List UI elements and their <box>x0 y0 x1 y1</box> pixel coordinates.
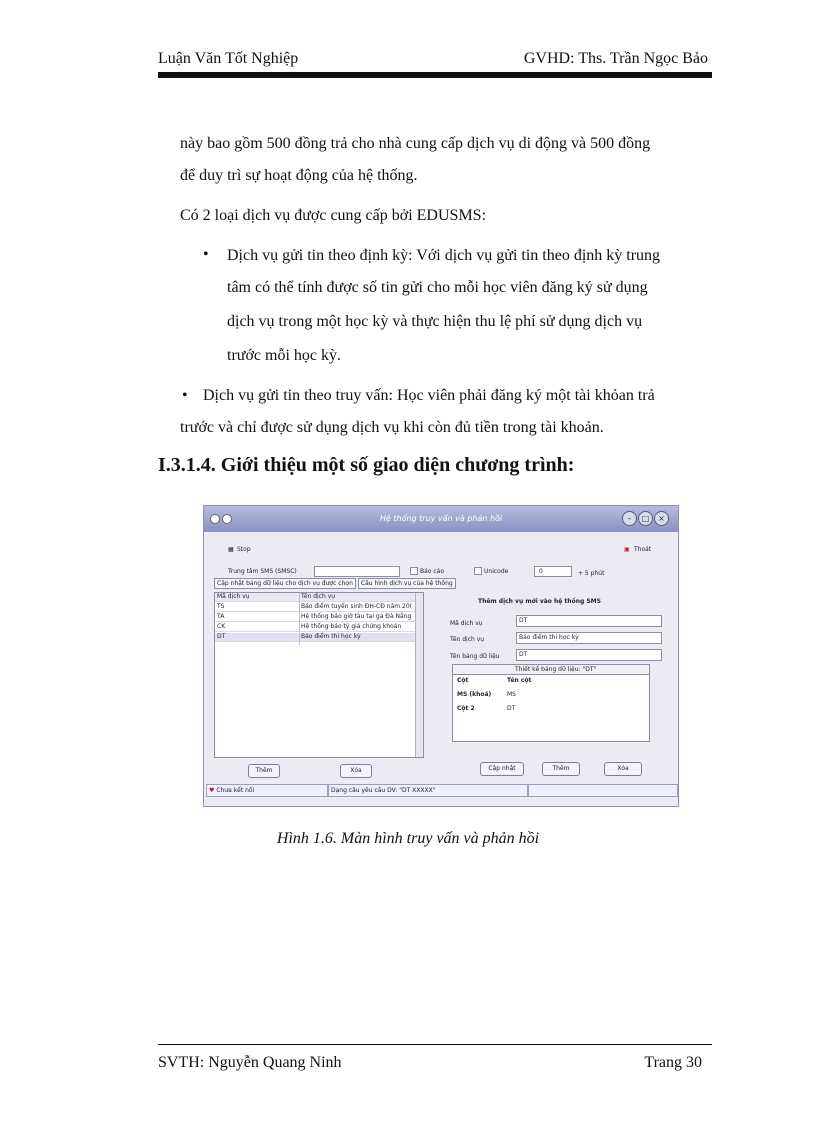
table-input <box>516 649 662 661</box>
stop-button-label: Stop <box>237 546 251 553</box>
grid-row <box>215 613 415 622</box>
bullet-1-line-2: tâm có thể tính được số tin gửi cho mỗi học viên đăng ký sử dụng <box>227 279 648 296</box>
smsc-label: Trung tâm SMS (SMSC) <box>228 568 297 575</box>
header-advisor: GVHD: Ths. Trần Ngọc Bảo <box>523 50 708 67</box>
bullet-1-line-4: trước mỗi học kỳ. <box>227 347 341 364</box>
add-button-left: Thêm <box>248 764 280 778</box>
col-cell: MS (khoá) <box>457 691 492 698</box>
name-value: Báo điểm thi học kỳ <box>519 634 579 641</box>
col-cell: Cột 2 <box>457 705 475 712</box>
footer-page-number: Trang 30 <box>644 1054 702 1071</box>
report-label: Báo cáo <box>420 568 445 575</box>
grid-cell-code: CK <box>217 623 226 630</box>
bullet-2-line-2: trước và chỉ được sử dụng dịch vụ khi còn đủ tiền trong tài khoản. <box>180 419 604 436</box>
col-header-col: Cột <box>457 677 469 684</box>
exit-icon: ▣ <box>624 546 630 553</box>
code-value: DT <box>519 617 528 624</box>
grid-row-selected <box>215 633 415 642</box>
grid-header-name: Tên dịch vụ <box>301 593 336 600</box>
grid-cell-code: TA <box>217 613 225 620</box>
code-input <box>516 615 662 627</box>
interval-spinner <box>534 566 572 577</box>
update-button: Cập nhật <box>480 762 524 776</box>
close-icon: × <box>654 511 669 526</box>
status-connection-text: Chưa kết nối <box>216 787 255 794</box>
smsc-input <box>314 566 400 577</box>
status-empty <box>528 784 678 797</box>
grid-cell-name: Báo điểm tuyển sinh ĐH-CĐ năm 20( <box>301 603 412 610</box>
window-title: Hệ thống truy vấn và phản hồi <box>379 514 503 523</box>
col-header-name: Tên cột <box>507 677 532 684</box>
grid-cell-code: DT <box>217 633 226 640</box>
grid-row <box>215 603 415 612</box>
name-input <box>516 632 662 644</box>
footer-student: SVTH: Nguyễn Quang Ninh <box>158 1054 342 1071</box>
paragraph-2: Có 2 loại dịch vụ được cung cấp bởi EDUSMS: <box>180 207 487 224</box>
section-heading: I.3.1.4. Giới thiệu một số giao diện chương trình: <box>158 454 575 476</box>
app-screenshot <box>203 505 679 807</box>
page-header <box>158 44 712 78</box>
report-checkbox <box>410 567 418 575</box>
grid-cell-name: Báo điểm thi học kỳ <box>301 633 361 640</box>
paragraph-1-line-1: này bao gồm 500 đồng trả cho nhà cung cấp dịch vụ di động và 500 đồng <box>180 135 651 152</box>
delete-button-left: Xóa <box>340 764 372 778</box>
spinner-value: 0 <box>539 568 543 575</box>
header-title: Luận Văn Tốt Nghiệp <box>158 50 299 67</box>
delete-button-right: Xóa <box>604 762 642 776</box>
grid-header-code: Mã dịch vụ <box>217 593 250 600</box>
tab-update-data: Cập nhật bảng dữ liệu cho dịch vụ được chọn <box>214 578 356 589</box>
panel-title: Thêm dịch vụ mới vào hệ thống SMS <box>478 598 601 605</box>
minimize-icon: – <box>622 511 637 526</box>
name-label: Tên dịch vụ <box>450 636 485 643</box>
bullet-2-line-1: Dịch vụ gửi tin theo truy vấn: Học viên phải đăng ký một tài khỏan trả <box>203 387 655 404</box>
maximize-icon: □ <box>638 511 653 526</box>
tab-strip <box>214 578 458 588</box>
code-label: Mã dịch vụ <box>450 620 483 627</box>
bullet-1-line-3: dịch vụ trong một học kỳ và thực hiện thu lệ phí sử dụng dịch vụ <box>227 313 643 330</box>
status-format: Dạng câu yêu cầu DV: "DT XXXXX" <box>328 784 528 797</box>
add-button-right: Thêm <box>542 762 580 776</box>
table-label: Tên bảng dữ liệu <box>450 653 500 660</box>
heart-icon: ♥ <box>209 787 215 794</box>
footer-rule <box>158 1044 712 1045</box>
paragraph-1-line-2: để duy trì sự hoạt động của hệ thống. <box>180 167 418 184</box>
col-cell: DT <box>507 705 516 712</box>
grid-cell-code: TS <box>217 603 225 610</box>
grid-row <box>215 623 415 632</box>
col-cell: MS <box>507 691 516 698</box>
bullet-2-symbol: • <box>182 387 188 404</box>
minutes-label: + 5 phút <box>578 570 605 577</box>
unicode-checkbox <box>474 567 482 575</box>
grid-scrollbar <box>415 593 423 757</box>
column-table <box>452 674 650 742</box>
bullet-1-line-1: Dịch vụ gửi tin theo định kỳ: Với dịch vụ gửi tin theo định kỳ trung <box>227 247 661 264</box>
bullet-1-symbol: • <box>203 246 209 263</box>
status-connection <box>206 784 328 797</box>
grid-cell-name: Hệ thống báo tỷ giá chứng khoán <box>301 623 402 630</box>
unicode-label: Unicode <box>484 568 509 575</box>
stop-icon: ▦ <box>228 546 234 553</box>
exit-button-label: Thoát <box>634 546 652 553</box>
tab-config: Cấu hình dịch vụ của hệ thống <box>358 578 456 589</box>
add-service-panel <box>438 592 664 756</box>
grid-cell-name: Hệ thống báo giờ tàu tại ga Đà Nẵng <box>301 613 412 620</box>
figure-caption: Hình 1.6. Màn hình truy vấn và phản hồi <box>276 830 540 847</box>
window-titlebar <box>204 506 678 532</box>
status-bar <box>204 784 678 798</box>
service-grid <box>214 592 424 758</box>
table-value: DT <box>519 651 528 658</box>
grid-column-divider <box>299 593 300 645</box>
design-label: Thiết kế bảng dữ liệu: "DT" <box>515 666 597 673</box>
grid-header <box>215 593 415 602</box>
